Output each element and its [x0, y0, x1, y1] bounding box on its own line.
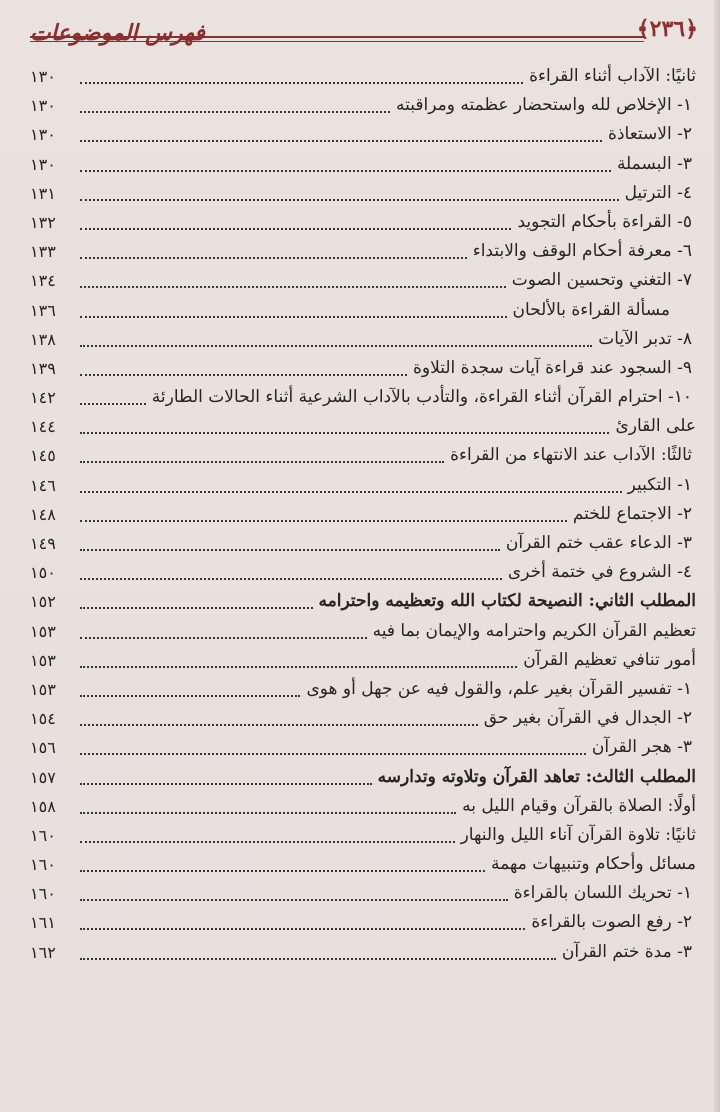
- table-of-contents: [30, 62, 696, 967]
- toc-entry-page: ١٣٠: [30, 96, 56, 116]
- toc-entry-title: ثانيًا: تلاوة القرآن آناء الليل والنهار: [460, 824, 696, 845]
- toc-entry-page: ١٣٠: [30, 154, 56, 174]
- toc-entry-page: ١٣٩: [30, 358, 56, 378]
- toc-entry-title: ٨- تدبر الآيات: [598, 328, 692, 349]
- toc-entry-page: ١٦٠: [30, 884, 56, 904]
- toc-entry-page: ١٣٦: [30, 300, 56, 320]
- dot-leader: [80, 462, 622, 493]
- toc-entry-title: ٤- الشروع في ختمة أخرى: [507, 562, 692, 583]
- toc-entry-title: ٣- مدة ختم القرآن: [561, 941, 692, 962]
- dot-leader: [80, 841, 485, 872]
- page-number: ﴿٢٣٦﴾: [636, 16, 698, 42]
- toc-entry-page: ١٤٩: [30, 534, 56, 553]
- toc-entry-title: مسألة القراءة بالألحان: [512, 299, 670, 320]
- dot-leader: [80, 111, 602, 142]
- toc-entry-page: ١٥٣: [30, 621, 56, 641]
- toc-entry-title: أمور تنافي تعظيم القرآن: [523, 649, 696, 670]
- dot-leader: [80, 637, 517, 668]
- header-rule: [30, 36, 644, 38]
- toc-entry: [30, 938, 696, 967]
- dot-leader: [80, 783, 456, 814]
- dot-leader: [80, 754, 372, 785]
- dot-leader: [80, 403, 609, 434]
- toc-entry-page: ١٣٠: [30, 67, 56, 86]
- dot-leader: [80, 549, 502, 580]
- running-title: فهرس الموضوعات: [30, 20, 205, 46]
- dot-leader: [80, 53, 523, 84]
- dot-leader: [80, 812, 455, 843]
- toc-entry-title: ١- تحريك اللسان بالقراءة: [513, 883, 692, 904]
- dot-leader: [80, 82, 390, 113]
- dot-leader: [80, 374, 146, 405]
- header-rule-thin: [30, 41, 644, 42]
- toc-entry-title: ٥- القراءة بأحكام التجويد: [517, 211, 692, 232]
- toc-entry-page: ١٥٧: [30, 767, 56, 787]
- dot-leader: [80, 141, 611, 172]
- toc-entry-title: أولًا: الصلاة بالقرآن وقيام الليل به: [462, 795, 696, 816]
- toc-entry-title: ٣- هجر القرآن: [591, 737, 692, 758]
- toc-entry-title: ١- التكبير: [627, 474, 692, 495]
- toc-entry-title: مسائل وأحكام وتنبيهات مهمة: [490, 854, 696, 875]
- dot-leader: [80, 520, 500, 551]
- toc-entry-title: ٤- الترتيل: [624, 182, 692, 203]
- toc-entry-page: ١٤٦: [30, 475, 56, 495]
- toc-entry-title: ١- الإخلاص لله واستحضار عظمته ومراقبته: [396, 95, 692, 116]
- toc-entry-title: ٢- رفع الصوت بالقراءة: [531, 912, 692, 933]
- toc-entry-page: ١٥٠: [30, 563, 56, 583]
- toc-entry-title: ثالثًا: الآداب عند الانتهاء من القراءة: [450, 445, 692, 466]
- toc-entry-title: ١٠- احترام القرآن أثناء القراءة، والتأدب بالآداب الشرعية أثناء الحالات الطارئة: [151, 387, 692, 408]
- toc-entry-page: ١٥٣: [30, 650, 56, 670]
- dot-leader: [80, 316, 592, 347]
- toc-entry-title: ٢- الاستعاذة: [608, 124, 692, 145]
- toc-entry-title: على القارئ: [615, 416, 696, 437]
- toc-entry-page: ١٤٢: [30, 388, 56, 408]
- toc-entry-page: ١٦٠: [30, 855, 56, 875]
- toc-entry-title: ٧- التغني وتحسين الصوت: [511, 270, 692, 291]
- dot-leader: [80, 170, 619, 201]
- dot-leader: [80, 257, 506, 288]
- dot-leader: [80, 695, 478, 726]
- toc-entry-title: ٩- السجود عند قراءة آيات سجدة التلاوة: [412, 357, 692, 378]
- dot-leader: [80, 870, 508, 901]
- toc-entry-title: ٢- الاجتماع للختم: [572, 503, 692, 524]
- toc-entry-page: ١٣٨: [30, 329, 56, 349]
- toc-entry-page: ١٥٣: [30, 679, 56, 699]
- dot-leader: [80, 899, 525, 930]
- dot-leader: [80, 666, 300, 697]
- toc-entry-page: ١٤٥: [30, 446, 56, 466]
- toc-entry-page: ١٣٢: [30, 212, 56, 232]
- toc-entry-title: ثانيًا: الآداب أثناء القراءة: [529, 66, 696, 86]
- toc-entry-title: المطلب الثالث: تعاهد القرآن وتلاوته وتدارسه: [377, 766, 696, 787]
- toc-entry-title: تعظيم القرآن الكريم واحترامه والإيمان بما فيه: [372, 620, 696, 641]
- toc-entry-page: ١٥٦: [30, 738, 56, 758]
- toc-entry-page: ١٥٤: [30, 709, 56, 729]
- toc-entry-page: ١٦٢: [30, 942, 56, 962]
- dot-leader: [80, 929, 556, 960]
- dot-leader: [80, 432, 444, 463]
- toc-entry-page: ١٦١: [30, 913, 56, 933]
- toc-entry-page: ١٣٠: [30, 125, 56, 145]
- toc-entry-title: ١- تفسير القرآن بغير علم، والقول فيه عن جهل أو هوى: [306, 678, 692, 699]
- toc-entry-page: ١٣٤: [30, 271, 56, 291]
- toc-entry-title: ٢- الجدال في القرآن بغير حق: [483, 708, 692, 729]
- toc-entry-title: ٦- معرفة أحكام الوقف والابتداء: [472, 241, 692, 262]
- dot-leader: [80, 578, 313, 609]
- dot-leader: [80, 608, 367, 639]
- dot-leader: [80, 228, 467, 259]
- page-header: [30, 14, 698, 50]
- toc-entry-page: ١٦٠: [30, 825, 56, 845]
- toc-entry-page: ١٤٨: [30, 504, 56, 524]
- dot-leader: [80, 287, 507, 318]
- toc-entry-page: ١٥٨: [30, 796, 56, 816]
- dot-leader: [80, 345, 407, 376]
- toc-entry-page: ١٤٤: [30, 417, 56, 437]
- toc-entry-page: ١٣١: [30, 183, 56, 203]
- toc-entry-title: المطلب الثاني: النصيحة لكتاب الله وتعظيمه واحترامه: [318, 591, 696, 612]
- toc-entry-page: ١٣٣: [30, 242, 56, 262]
- toc-entry-title: ٣- البسملة: [616, 153, 692, 174]
- toc-entry-page: ١٥٢: [30, 592, 56, 612]
- dot-leader: [80, 491, 567, 522]
- toc-entry-title: ٣- الدعاء عقب ختم القرآن: [505, 533, 692, 553]
- dot-leader: [80, 199, 511, 230]
- dot-leader: [80, 724, 586, 755]
